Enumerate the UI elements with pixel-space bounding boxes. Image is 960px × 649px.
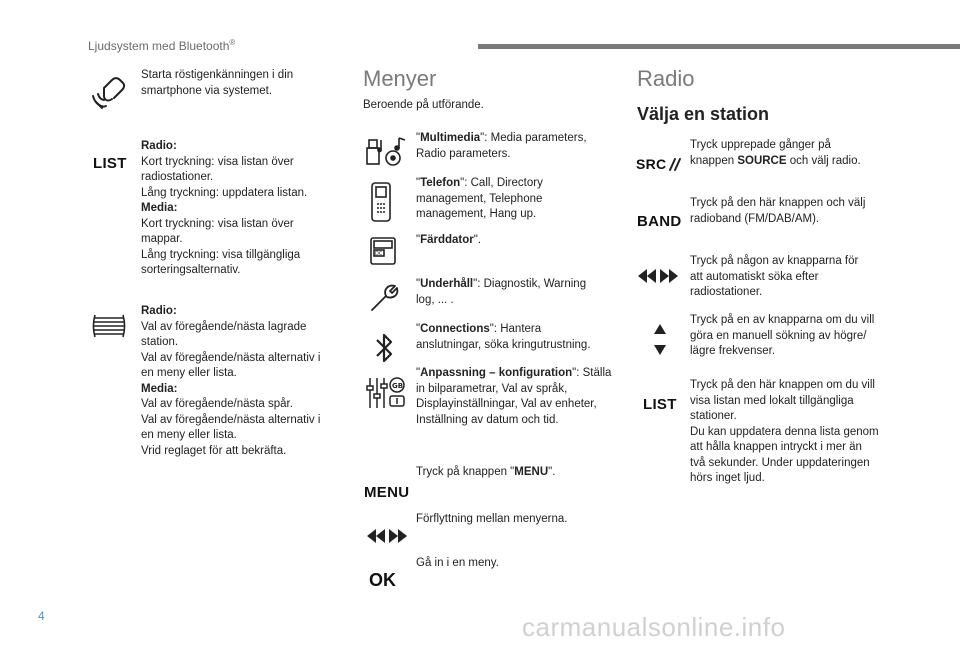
settings-icon: [366, 376, 408, 415]
menu-item-multimedia: "Multimedia": Media parameters, Radio parameters.: [416, 132, 587, 160]
seek-arrows-icon: [366, 528, 408, 549]
menyer-intro: Beroende på utförande.: [363, 99, 484, 111]
radio-title: Radio: [637, 66, 695, 91]
src-text: Tryck upprepade gånger på knappen SOURCE och välj radio.: [690, 139, 861, 167]
list-button-icon: LIST: [643, 396, 677, 413]
trip-computer-icon: [370, 236, 396, 271]
section-header: Ljudsystem med Bluetooth®: [88, 38, 236, 53]
up-arrow-icon: [653, 322, 667, 340]
list-radio-short: Kort tryckning: visa listan över radiostationer.: [141, 155, 294, 183]
list-media-short: Kort tryckning: visa listan över mappar.: [141, 217, 294, 245]
band-text: Tryck på den här knappen och välj radioband (FM/DAB/AM).: [690, 197, 866, 225]
svg-text:DC: DC: [375, 251, 383, 257]
phone-icon: [370, 182, 392, 227]
menu-item-anpassning: "Anpassning – konfiguration": Ställa in bilparametrar, Val av språk, Displayinställningar, Val av enheter, Inställning av datum och tid.: [416, 367, 612, 426]
down-arrow-icon: [653, 343, 667, 361]
list-media-long: Lång tryckning: visa tillgängliga sorteringsalternativ.: [141, 248, 301, 276]
menu-press-text: Tryck på knappen "MENU".: [416, 466, 556, 478]
src-button-icon: SRC: [636, 156, 682, 172]
page-number: 4: [38, 609, 45, 623]
knob-radio-1: Val av föregående/nästa lagrade station.: [141, 320, 307, 348]
media-heading: Media:: [141, 382, 178, 395]
watermark: carmanualsonline.info: [522, 612, 786, 642]
menu-item-farddator: "Färddator".: [416, 234, 482, 246]
knob-description: [141, 304, 331, 459]
radio-list-text: [690, 378, 880, 487]
wrench-icon: [368, 282, 400, 319]
knob-media-2: Val av föregående/nästa alternativ i en meny eller lista.: [141, 413, 321, 441]
ok-button-icon: OK: [369, 570, 396, 590]
ok-text: Gå in i en meny.: [416, 557, 499, 569]
multimedia-icon: [365, 134, 407, 173]
list-description: [141, 139, 331, 279]
knob-radio-2: Val av föregående/nästa alternativ i en meny eller lista.: [141, 351, 321, 379]
voice-text: Starta röstigenkänningen i din smartphone via systemet.: [141, 69, 294, 97]
media-heading: Media:: [141, 202, 178, 214]
list-radio-long: Lång tryckning: uppdatera listan.: [141, 186, 308, 199]
band-button-icon: BAND: [637, 213, 682, 230]
seek-arrows-icon: [637, 268, 679, 289]
bluetooth-icon: [374, 331, 394, 370]
menu-item-telefon: "Telefon": Call, Directory management, Telephone management, Hang up.: [416, 177, 543, 220]
menu-item-connections: "Connections": Hantera anslutningar, söka kringutrustning.: [416, 323, 591, 351]
radio-heading: Radio:: [141, 305, 177, 317]
knob-icon: [92, 312, 126, 345]
menu-button-icon: MENU: [364, 484, 410, 501]
menyer-title: Menyer: [363, 66, 437, 91]
nav-text: Förflyttning mellan menyerna.: [416, 513, 568, 525]
radio-list-text-2: Du kan uppdatera denna lista genom att hålla knappen intryckt i mer än två sekunder. Under uppdateringen hörs inget ljud.: [690, 425, 879, 484]
header-bar: [478, 44, 960, 49]
svg-text:GB: GB: [392, 382, 404, 390]
radio-subtitle: Välja en station: [637, 104, 770, 124]
list-button-icon: LIST: [93, 155, 127, 172]
manual-text: Tryck på en av knapparna om du vill göra en manuell sökning av högre/ lägre frekvenser.: [690, 314, 875, 357]
menu-item-underhall: "Underhåll": Diagnostik, Warning log, ... .: [416, 278, 587, 306]
radio-heading: Radio:: [141, 140, 177, 152]
radio-list-text-1: Tryck på den här knappen om du vill visa listan med lokalt tillgängliga stationer.: [690, 379, 875, 422]
knob-media-1: Val av föregående/nästa spår.: [141, 398, 293, 410]
voice-recognition-icon: [90, 74, 128, 115]
seek-text: Tryck på någon av knapparna för att automatiskt söka efter radiostationer.: [690, 255, 859, 298]
knob-confirm: Vrid reglaget för att bekräfta.: [141, 444, 287, 457]
